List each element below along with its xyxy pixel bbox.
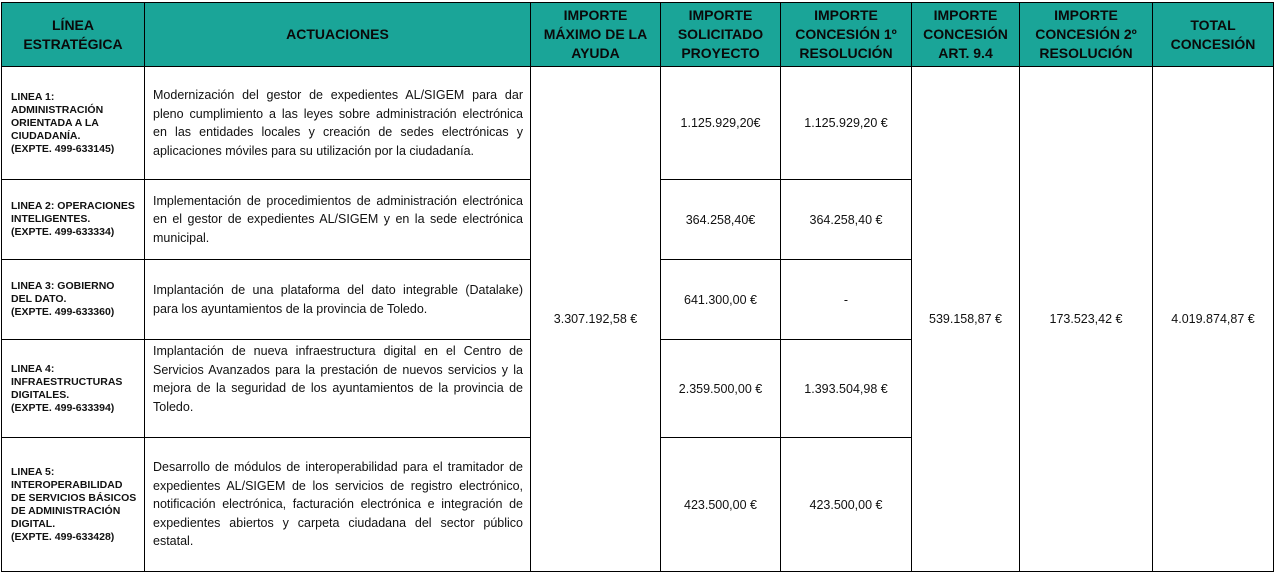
linea-title: LINEA 5: INTEROPERABILIDAD DE SERVICIOS BÁSICOS DE ADMINISTRACIÓN DIGITAL. [11,465,137,530]
concesion-1-cell: 423.500,00 € [781,438,912,572]
linea-cell [2,340,145,438]
importe-solicitado-cell: 641.300,00 € [661,260,781,340]
table-row [2,67,1274,180]
importe-maximo-cell: 3.307.192,58 € [531,67,661,572]
linea-title: LINEA 1: ADMINISTRACIÓN ORIENTADA A LA CIUDADANÍA. [11,90,104,142]
header-importe-solicitado: IMPORTE SOLICITADO PROYECTO [661,3,781,67]
linea-expediente: (EXPTE. 499-633334) [11,226,115,238]
header-importe-maximo: IMPORTE MÁXIMO DE LA AYUDA [531,3,661,67]
linea-expediente: (EXPTE. 499-633360) [11,306,115,318]
header-row [2,3,1274,67]
importe-solicitado-cell: 1.125.929,20€ [661,67,781,180]
concesion-1-cell: 364.258,40 € [781,180,912,260]
linea-title: LINEA 3: GOBIERNO DEL DATO. [11,280,115,305]
header-concesion-2: IMPORTE CONCESIÓN 2º RESOLUCIÓN [1020,3,1153,67]
actuacion-cell: Implantación de nueva infraestructura digital en el Centro de Servicios Avanzados para la prestación de nuevos servicios y la mejora de la seguridad de los ayuntamientos de la provincia de Toledo. [145,340,531,438]
linea-cell [2,438,145,572]
concesion-1-cell: - [781,260,912,340]
total-cell: 4.019.874,87 € [1153,67,1274,572]
header-linea: LÍNEA ESTRATÉGICA [2,3,145,67]
importe-solicitado-cell: 364.258,40€ [661,180,781,260]
linea-title: LINEA 4: INFRAESTRUCTURAS DIGITALES. [11,362,123,401]
actuacion-cell: Implantación de una plataforma del dato integrable (Datalake) para los ayuntamientos de la provincia de Toledo. [145,260,531,340]
actuacion-cell: Modernización del gestor de expedientes AL/SIGEM para dar pleno cumplimiento a las leyes sobre administración electrónica en las entidades locales y creación de sedes electrónicas y aplicaciones móviles para su utilización por la ciudadanía. [145,67,531,180]
importe-solicitado-cell: 423.500,00 € [661,438,781,572]
header-actuaciones: ACTUACIONES [145,3,531,67]
actuacion-cell: Implementación de procedimientos de administración electrónica en el gestor de expedientes AL/SIGEM y en la sede electrónica municipal. [145,180,531,260]
linea-cell [2,67,145,180]
header-concesion-1: IMPORTE CONCESIÓN 1º RESOLUCIÓN [781,3,912,67]
actuacion-cell: Desarrollo de módulos de interoperabilidad para el tramitador de expedientes AL/SIGEM de los servicios de registro electrónico, notificación electrónica, facturación electrónica e integración de expedientes abiertos y carpeta ciudadana del sector público estatal. [145,438,531,572]
linea-expediente: (EXPTE. 499-633428) [11,530,115,543]
concesion-1-cell: 1.125.929,20 € [781,67,912,180]
linea-cell [2,260,145,340]
linea-title: LINEA 2: OPERACIONES INTELIGENTES. [11,200,135,225]
concesion-1-cell: 1.393.504,98 € [781,340,912,438]
concesion-art-cell: 539.158,87 € [912,67,1020,572]
header-total: TOTAL CONCESIÓN [1153,3,1274,67]
linea-cell [2,180,145,260]
concesion-2-cell: 173.523,42 € [1020,67,1153,572]
linea-expediente: (EXPTE. 499-633145) [11,142,115,155]
concesion-table [1,2,1274,572]
importe-solicitado-cell: 2.359.500,00 € [661,340,781,438]
linea-expediente: (EXPTE. 499-633394) [11,401,115,414]
header-concesion-art: IMPORTE CONCESIÓN ART. 9.4 [912,3,1020,67]
